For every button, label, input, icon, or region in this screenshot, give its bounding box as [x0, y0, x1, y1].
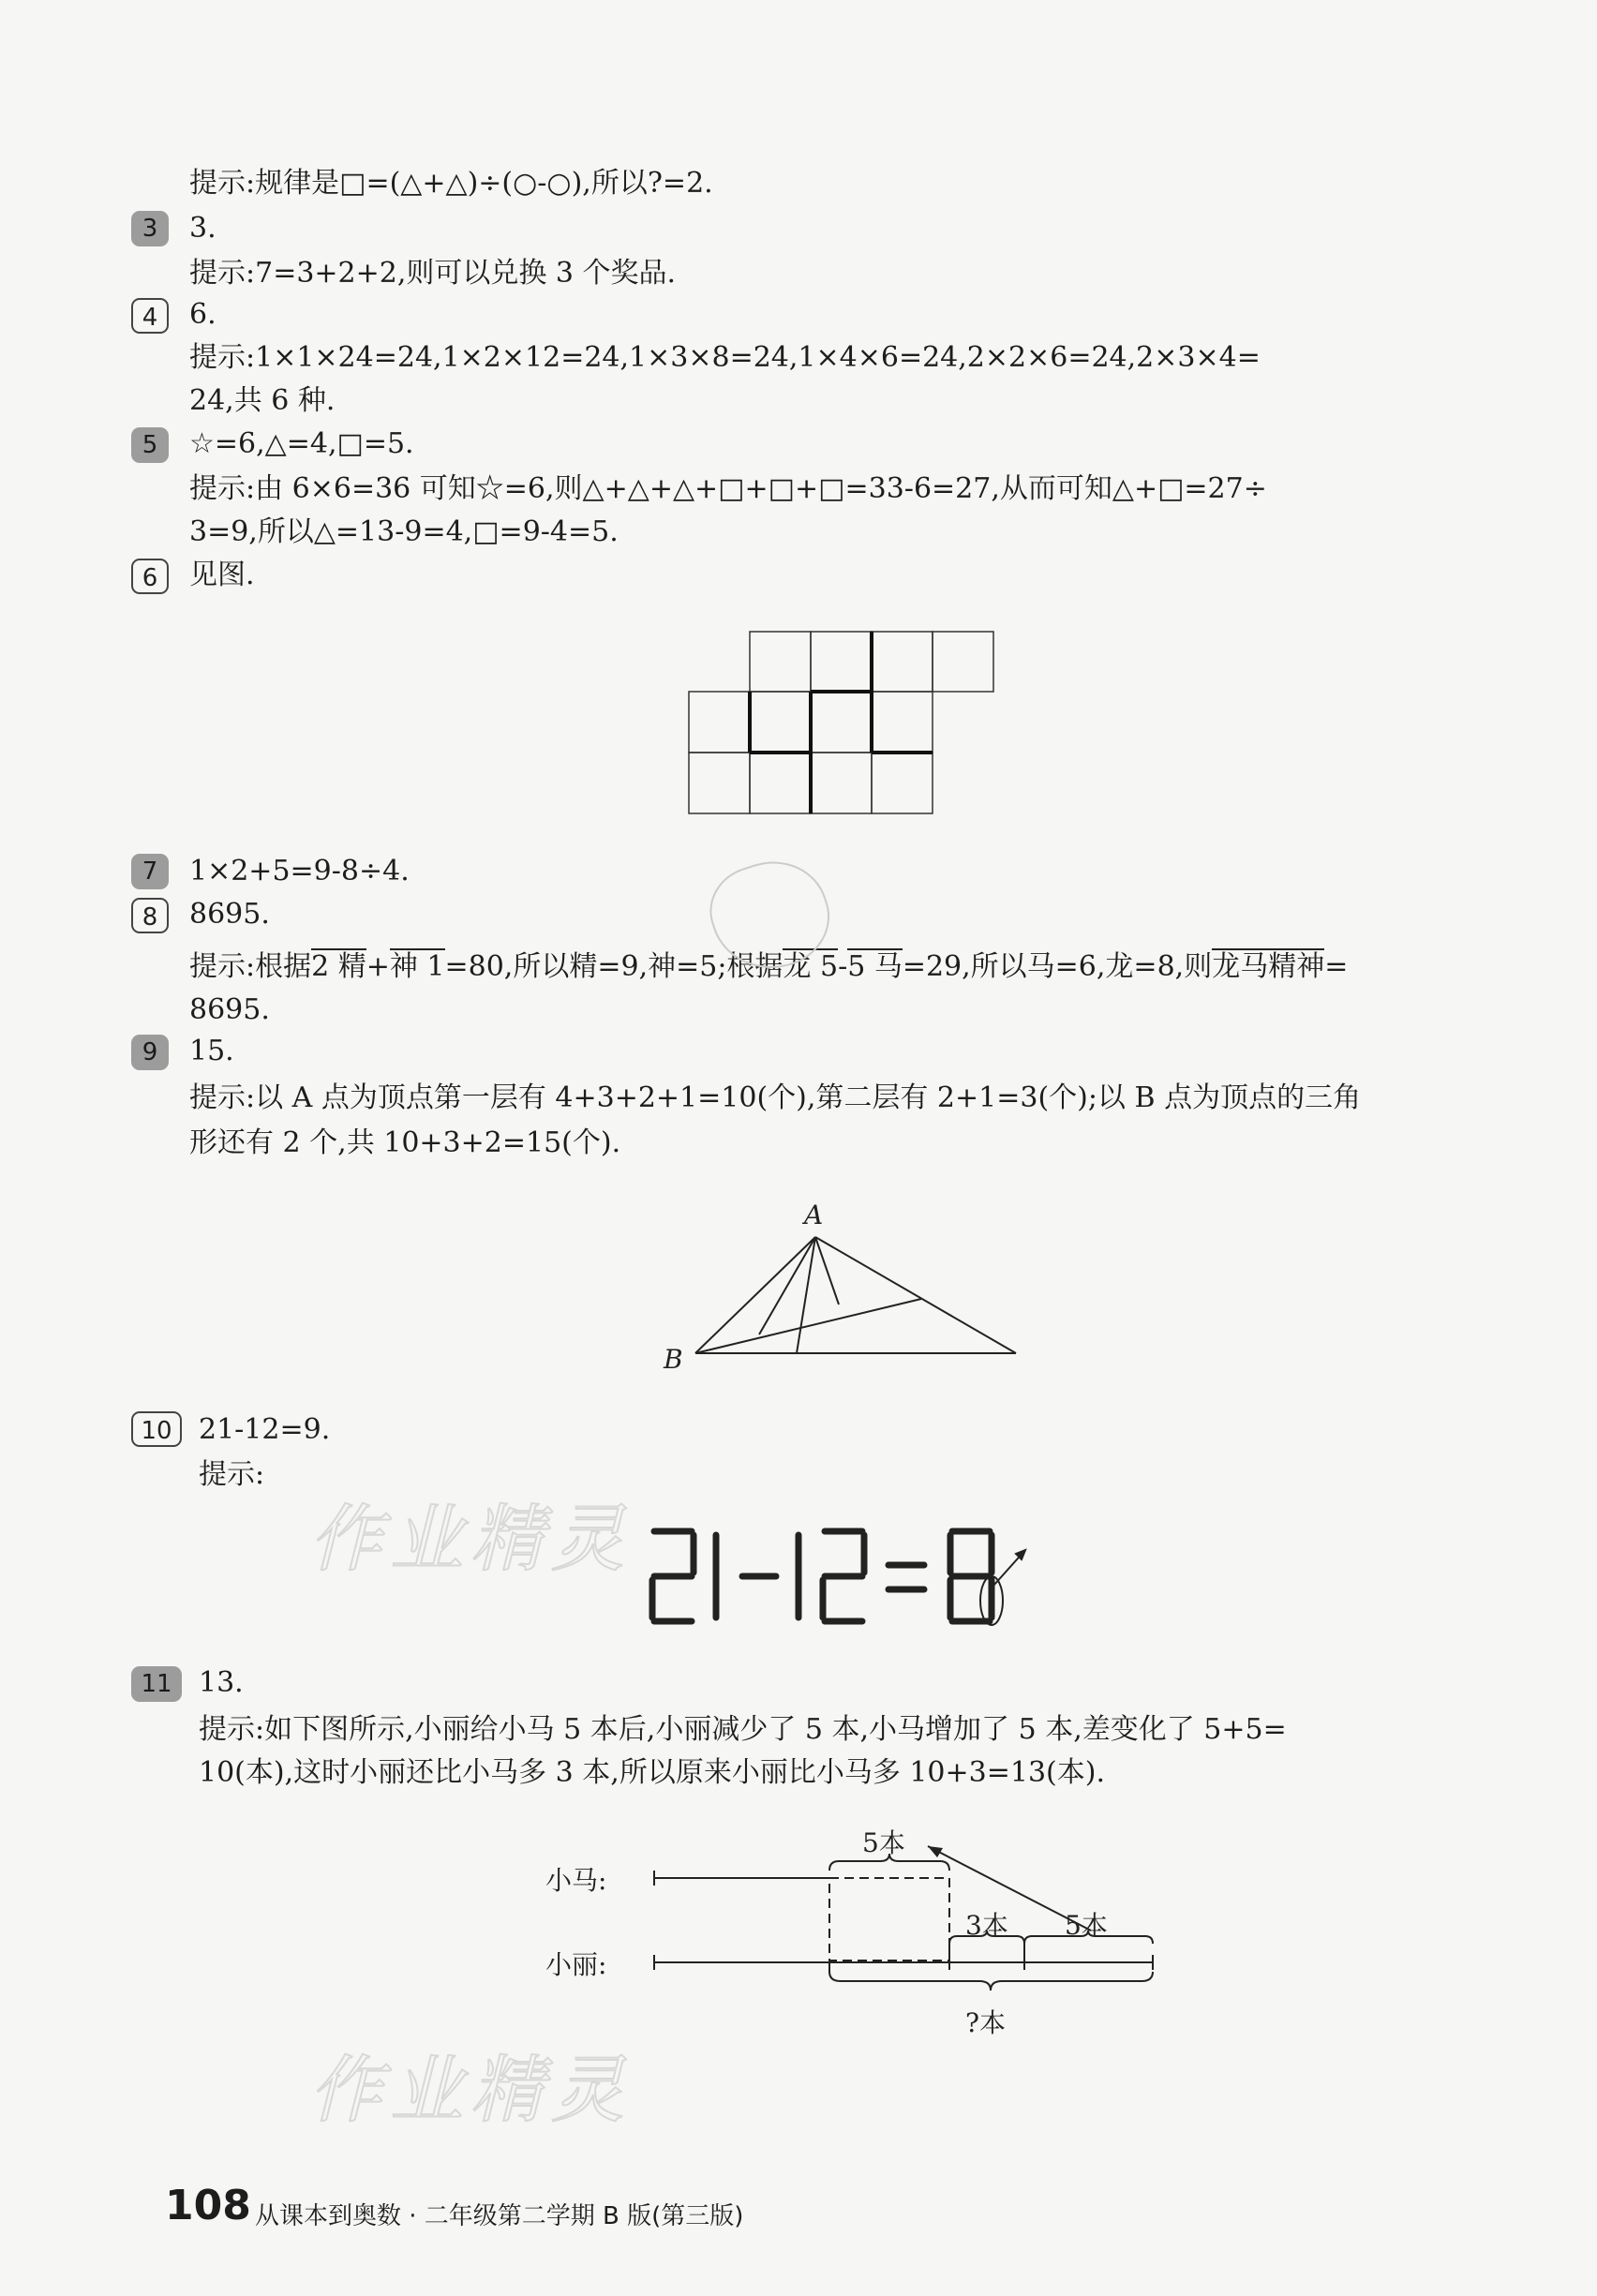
answer-11: 13. [199, 1666, 244, 1699]
hint-10: 提示: [199, 1458, 265, 1491]
label-3-ben: 3本 [965, 1910, 1008, 1941]
question-number-7: 7 [131, 854, 169, 889]
point-b-label: B [664, 1344, 683, 1375]
triangle-figure-9 [656, 1190, 1031, 1378]
label-5-ben-right: 5本 [1065, 1910, 1108, 1941]
question-number-8: 8 [131, 898, 169, 933]
answer-8: 8695. [189, 898, 270, 931]
answer-3: 3. [189, 212, 216, 245]
hint-8-line-2: 8695. [189, 993, 270, 1026]
hint-11-line-1: 提示:如下图所示,小丽给小马 5 本后,小丽减少了 5 本,小马增加了 5 本,差变化了 5+5= [199, 1713, 1287, 1746]
hint-8-mid: =80,所以精=9,神=5;根据 [444, 950, 784, 983]
hint-8-end: = [1324, 950, 1349, 983]
label-xiaoli: 小丽: [545, 1949, 607, 1980]
hint-8-overline-3: 龙 5 [783, 950, 839, 983]
answer-5: ☆=6,△=4,□=5. [189, 427, 414, 460]
hint-8-mid-2: =29,所以马=6,龙=8,则 [902, 950, 1213, 983]
question-number-6: 6 [131, 559, 169, 594]
answer-4: 6. [189, 298, 216, 331]
label-xiaoma: 小马: [545, 1865, 607, 1896]
hint-8-overline-4: 5 马 [847, 950, 903, 983]
question-number-4: 4 [131, 298, 169, 334]
answer-9: 15. [189, 1035, 234, 1067]
question-number-10: 10 [131, 1411, 182, 1447]
hint-2: 提示:规律是□=(△+△)÷(○-○),所以?=2. [189, 167, 713, 200]
hint-8-minus: - [838, 950, 848, 983]
hint-5-line-1: 提示:由 6×6=36 可知☆=6,则△+△+△+□+□+□=33-6=27,从而可知△+□=27÷ [189, 472, 1267, 505]
label-5-ben-top: 5本 [862, 1827, 905, 1858]
question-number-9: 9 [131, 1035, 169, 1070]
grid-figure-6 [684, 626, 1003, 819]
label-question-ben: ?本 [965, 2007, 1007, 2038]
answer-6: 见图. [189, 559, 255, 591]
hint-9-line-1: 提示:以 A 点为顶点第一层有 4+3+2+1=10(个),第二层有 2+1=3(个);以 B 点为顶点的三角 [189, 1081, 1362, 1114]
hint-8-overline-1: 2 精 [311, 950, 366, 983]
answer-10: 21-12=9. [199, 1413, 331, 1446]
hint-8-plus: + [366, 950, 390, 983]
question-number-5: 5 [131, 427, 169, 463]
hint-4-line-1: 提示:1×1×24=24,1×2×12=24,1×3×8=24,1×4×6=24,2×2×6=24,2×3×4= [189, 341, 1261, 374]
hint-8-overline-2: 神 1 [389, 950, 445, 983]
hint-9-line-2: 形还有 2 个,共 10+3+2=15(个). [189, 1126, 621, 1159]
question-number-11: 11 [131, 1666, 182, 1702]
hint-11-line-2: 10(本),这时小丽还比小马多 3 本,所以原来小丽比小马多 10+3=13(本). [199, 1756, 1106, 1789]
page-number: 108 [165, 2182, 251, 2229]
watermark-bottom: 作业精灵 [309, 2049, 633, 2133]
hint-4-line-2: 24,共 6 种. [189, 384, 336, 417]
line-diagram-11 [534, 1812, 1181, 2047]
watermark-top: 作业精灵 [309, 1498, 633, 1582]
answer-7: 1×2+5=9-8÷4. [189, 855, 410, 887]
point-a-label: A [804, 1200, 824, 1230]
hint-5-line-2: 3=9,所以△=13-9=4,□=9-4=5. [189, 515, 619, 548]
hint-8-overline-5: 龙马精神 [1212, 950, 1325, 983]
hint-8-prefix: 提示:根据 [189, 950, 312, 983]
hint-3: 提示:7=3+2+2,则可以兑换 3 个奖品. [189, 257, 677, 290]
matchstick-figure-10 [637, 1518, 1087, 1640]
question-number-3: 3 [131, 211, 169, 246]
book-title: 从课本到奥数 · 二年级第二学期 B 版(第三版) [255, 2202, 744, 2230]
